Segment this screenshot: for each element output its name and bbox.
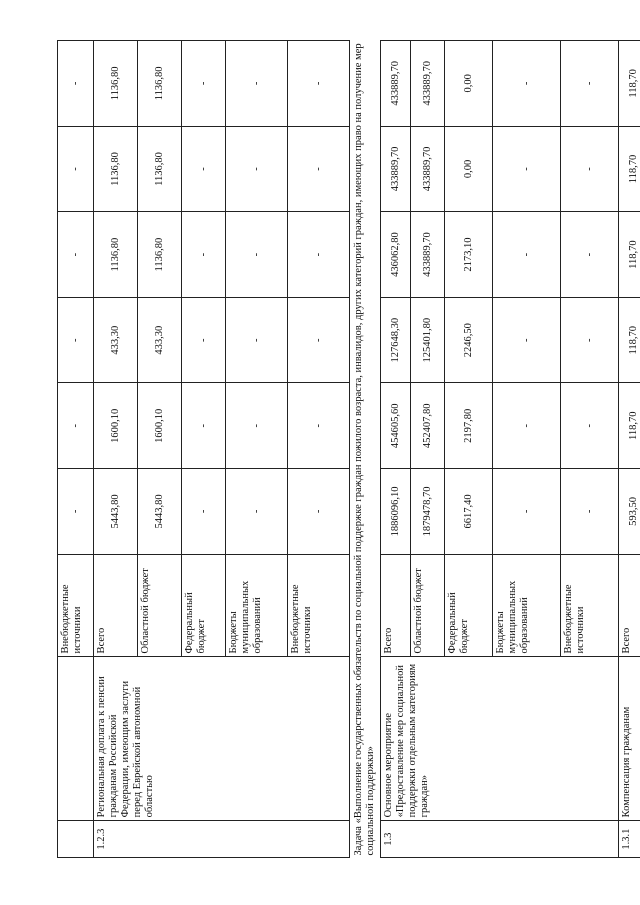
item-number: 1.3 — [381, 821, 619, 858]
rotated-table-container — [57, 40, 639, 858]
value-cell: 1136,80 — [138, 212, 182, 298]
budget-table — [57, 40, 640, 858]
page-number-wrap — [32, 430, 48, 460]
value-cell: 436062,80 — [381, 212, 411, 298]
value-cell: 5443,80 — [94, 469, 138, 555]
funding-source: Всего — [381, 554, 411, 657]
value-cell: - — [182, 383, 226, 469]
value-cell: 118,70 — [619, 41, 640, 127]
value-cell: - — [226, 41, 288, 127]
table-row — [381, 41, 411, 858]
value-cell: - — [561, 297, 619, 383]
value-cell: 118,70 — [619, 297, 640, 383]
value-cell: - — [58, 41, 94, 127]
page-number — [25, 437, 55, 453]
value-cell: 125401,80 — [411, 297, 445, 383]
value-cell: 0,00 — [445, 41, 493, 127]
value-cell: - — [226, 126, 288, 212]
value-cell: 118,70 — [619, 383, 640, 469]
table-row — [58, 41, 94, 858]
item-name: Региональная доплата к пенсии гражданам Российской Федерации, имеющим заслуги перед Еврейской автономной областью — [94, 657, 350, 821]
value-cell: 433889,70 — [411, 126, 445, 212]
value-cell: - — [493, 297, 561, 383]
funding-source: Бюджеты муниципальных образований — [493, 554, 561, 657]
value-cell: - — [58, 212, 94, 298]
value-cell: 433889,70 — [381, 126, 411, 212]
value-cell: - — [58, 469, 94, 555]
value-cell: - — [561, 212, 619, 298]
value-cell: 1136,80 — [94, 212, 138, 298]
funding-source: Внебюджетные источники — [288, 554, 350, 657]
value-cell: 593,50 — [619, 469, 640, 555]
funding-source: Внебюджетные источники — [58, 554, 94, 657]
value-cell: - — [226, 383, 288, 469]
value-cell: 127648,30 — [381, 297, 411, 383]
value-cell: - — [288, 469, 350, 555]
value-cell: 1886096,10 — [381, 469, 411, 555]
empty-num-cell — [58, 821, 94, 858]
value-cell: - — [493, 383, 561, 469]
value-cell: - — [226, 469, 288, 555]
funding-source: Федеральный бюджет — [182, 554, 226, 657]
value-cell: 5443,80 — [138, 469, 182, 555]
funding-source: Всего — [619, 554, 640, 657]
value-cell: - — [182, 469, 226, 555]
value-cell: - — [226, 297, 288, 383]
value-cell: 118,70 — [619, 126, 640, 212]
value-cell: - — [561, 41, 619, 127]
funding-source: Внебюджетные источники — [561, 554, 619, 657]
value-cell: - — [561, 469, 619, 555]
value-cell: - — [493, 212, 561, 298]
value-cell: 1600,10 — [138, 383, 182, 469]
value-cell: 2197,80 — [445, 383, 493, 469]
empty-name-cell — [58, 657, 94, 821]
funding-source: Всего — [94, 554, 138, 657]
value-cell: 2173,10 — [445, 212, 493, 298]
item-number: 1.2.3 — [94, 821, 350, 858]
value-cell: - — [493, 469, 561, 555]
table-row — [94, 41, 138, 858]
value-cell: 1136,80 — [94, 41, 138, 127]
table-row — [619, 41, 640, 858]
value-cell: 433,30 — [138, 297, 182, 383]
value-cell: - — [182, 41, 226, 127]
value-cell: - — [182, 126, 226, 212]
value-cell: - — [493, 126, 561, 212]
value-cell: 2246,50 — [445, 297, 493, 383]
value-cell: - — [58, 297, 94, 383]
funding-source: Областной бюджет — [138, 554, 182, 657]
value-cell: 454605,60 — [381, 383, 411, 469]
value-cell: 1136,80 — [138, 41, 182, 127]
value-cell: 1879478,70 — [411, 469, 445, 555]
value-cell: 6617,40 — [445, 469, 493, 555]
value-cell: - — [288, 126, 350, 212]
value-cell: 452407,80 — [411, 383, 445, 469]
value-cell: - — [561, 126, 619, 212]
task-text: Задача «Выполнение государственных обязательств по социальной поддержке граждан пожилого возраста, инвалидов, других категорий граждан, имеющих право на получение мер социальной поддержки» — [350, 41, 381, 858]
value-cell: - — [288, 383, 350, 469]
value-cell: - — [58, 383, 94, 469]
value-cell: - — [493, 41, 561, 127]
value-cell: 0,00 — [445, 126, 493, 212]
funding-source: Федеральный бюджет — [445, 554, 493, 657]
value-cell: 433,30 — [94, 297, 138, 383]
value-cell: 433889,70 — [381, 41, 411, 127]
value-cell: - — [58, 126, 94, 212]
value-cell: - — [288, 41, 350, 127]
value-cell: 1136,80 — [138, 126, 182, 212]
task-row — [350, 41, 381, 858]
value-cell: 118,70 — [619, 212, 640, 298]
item-number: 1.3.1 — [619, 821, 640, 858]
value-cell: - — [288, 212, 350, 298]
value-cell: - — [226, 212, 288, 298]
item-name: Компенсация гражданам — [619, 657, 640, 821]
value-cell: - — [182, 212, 226, 298]
value-cell: 433889,70 — [411, 212, 445, 298]
value-cell: 1600,10 — [94, 383, 138, 469]
value-cell: - — [288, 297, 350, 383]
item-name: Основное мероприятие «Предоставление мер социальной поддержки отдельным категориям граждан» — [381, 657, 619, 821]
value-cell: - — [561, 383, 619, 469]
funding-source: Бюджеты муниципальных образований — [226, 554, 288, 657]
value-cell: - — [182, 297, 226, 383]
value-cell: 433889,70 — [411, 41, 445, 127]
value-cell: 1136,80 — [94, 126, 138, 212]
funding-source: Областной бюджет — [411, 554, 445, 657]
